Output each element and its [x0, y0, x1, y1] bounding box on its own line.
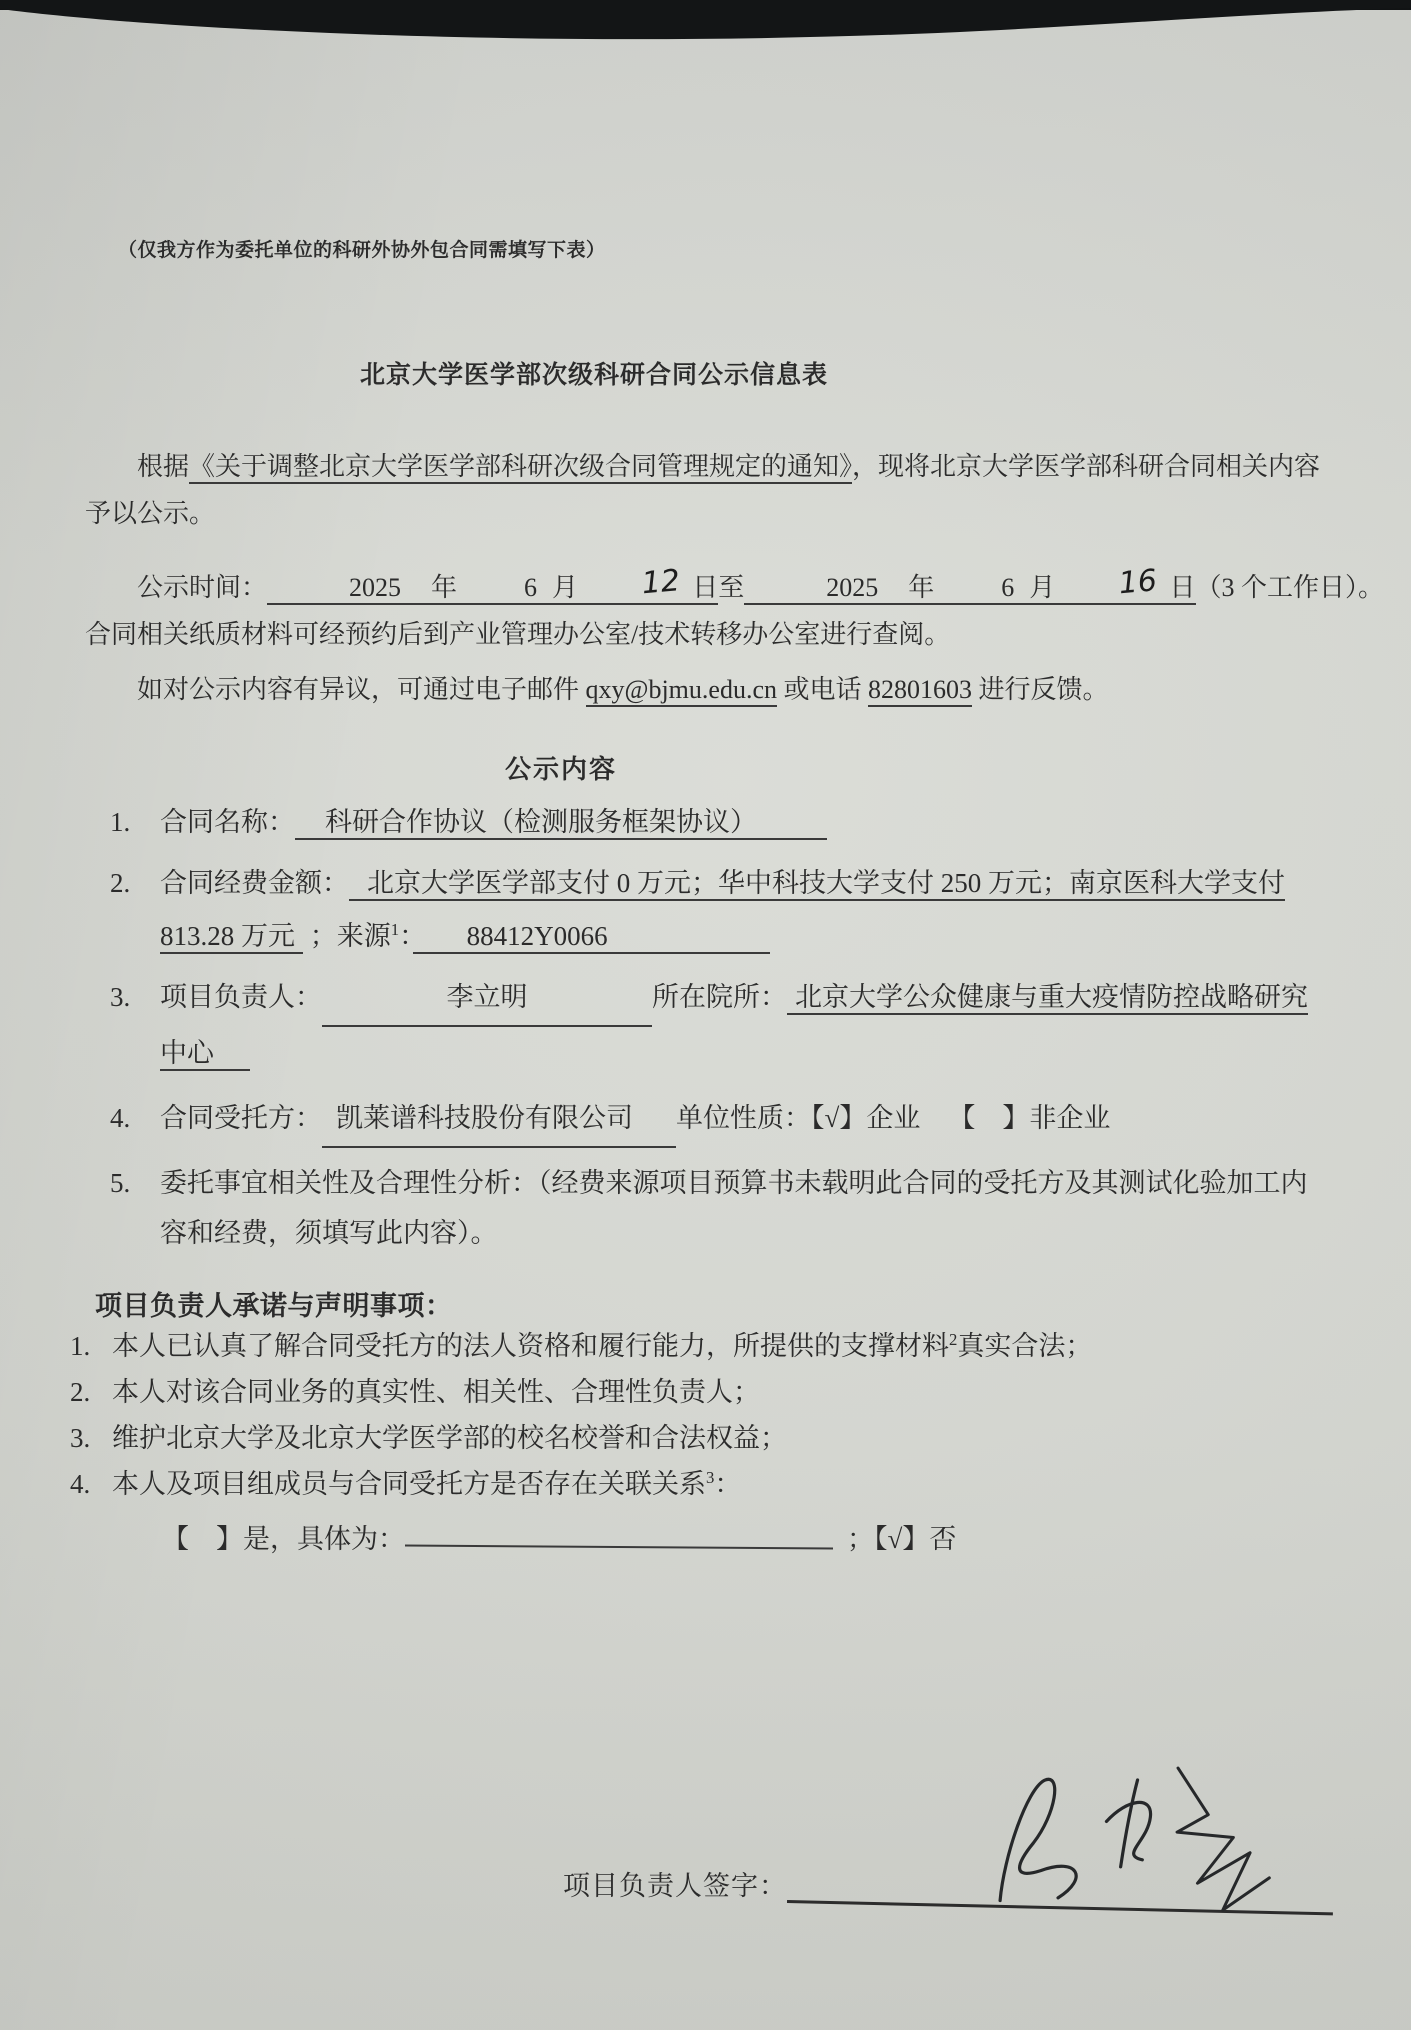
commitment-text	[112, 1324, 1092, 1369]
institute-label: 所在院所：	[652, 982, 787, 1012]
year-unit-2: 年	[908, 573, 935, 602]
start-day-handwritten: 12	[640, 563, 682, 602]
contract-name-value: 科研合作协议（检测服务框架协议）	[295, 807, 827, 840]
entity-type-non-enterprise-unchecked: 【 】非企业	[948, 1103, 1111, 1133]
feedback-suffix: 进行反馈。	[972, 675, 1109, 704]
form-content	[0, 10, 1411, 1903]
entity-type-label: 单位性质：	[676, 1103, 811, 1133]
commitment-number: 4.	[70, 1469, 91, 1499]
duration-note: （3 个工作日）。	[1195, 573, 1385, 602]
relation-answer-line	[162, 1514, 1331, 1564]
intro-paragraph	[85, 443, 1331, 537]
commitment-text-post: 真实合法；	[957, 1331, 1093, 1361]
feedback-email: qxy@bjmu.edu.cn	[586, 675, 777, 707]
item-number: 4.	[110, 1103, 131, 1133]
month-unit: 月	[552, 573, 579, 602]
relation-detail-blank	[405, 1545, 833, 1550]
period-label: 公示时间：	[137, 573, 268, 602]
commitment-number: 1.	[70, 1331, 91, 1361]
relation-yes-unchecked: 【 】是，具体为：	[162, 1524, 405, 1554]
item-contract-trustee	[85, 1092, 1331, 1148]
leader-name-value: 李立明	[322, 971, 652, 1027]
commitment-text-pre: 本人已认真了解合同受托方的法人资格和履行能力，所提供的支撑材料	[112, 1331, 949, 1361]
year-unit: 年	[431, 573, 458, 602]
end-year-value: 2025	[826, 573, 879, 602]
item-contract-amount	[85, 857, 1331, 963]
commitment-number: 2.	[70, 1377, 91, 1407]
materials-review-line: 合同相关纸质材料可经预约后到产业管理办公室/技术转移办公室进行查阅。	[85, 620, 951, 649]
commitment-number: 3.	[70, 1423, 91, 1453]
commitment-item	[65, 1416, 1331, 1461]
commitment-item	[65, 1370, 1331, 1415]
intro-prefix: 根据	[137, 452, 190, 481]
end-month-value: 6	[1001, 573, 1015, 602]
item-body	[160, 1092, 1331, 1148]
start-date-field	[267, 563, 719, 605]
item-number: 1.	[110, 807, 131, 837]
date-to: 至	[718, 573, 745, 602]
commitment-text	[112, 1462, 741, 1507]
publicity-period-line	[85, 563, 1385, 611]
commitments-title: 项目负责人承诺与声明事项：	[95, 1291, 453, 1321]
item-body	[160, 857, 1331, 963]
day-unit: 日	[692, 573, 719, 602]
paper-sheet	[0, 10, 1411, 2030]
contract-name-label: 合同名称：	[160, 807, 295, 837]
relation-no-checked: 【√】否	[874, 1524, 957, 1554]
section-title-publicity-content: 公示内容	[505, 755, 618, 784]
notice-reference: 《关于调整北京大学医学部科研次级合同管理规定的通知》	[189, 452, 852, 484]
source-label-text: ；来源	[303, 921, 391, 951]
publicity-period-paragraph	[85, 563, 1385, 658]
trustee-label: 合同受托方：	[160, 1103, 322, 1133]
footnote-mark: 2	[949, 1330, 958, 1349]
header-note: （仅我方作为委托单位的科研外协外包合同需填写下表）	[118, 240, 606, 261]
item-number: 2.	[110, 868, 131, 898]
commitment-text-pre: 本人对该合同业务的真实性、相关性、合理性负责人；	[112, 1377, 760, 1407]
contract-amount-label: 合同经费金额：	[160, 868, 349, 898]
signature-row	[563, 1860, 1333, 1903]
item-project-leader	[85, 971, 1331, 1080]
item-number: 3.	[110, 982, 131, 1012]
signature-handwriting	[966, 1747, 1284, 1936]
item-number: 5.	[110, 1168, 131, 1198]
leader-label: 项目负责人：	[160, 982, 322, 1012]
day-unit-2: 日	[1169, 573, 1196, 602]
commitment-text-post: ：	[714, 1469, 742, 1499]
signature-label: 项目负责人签字：	[563, 1871, 787, 1901]
item-contract-name	[85, 796, 1331, 849]
item-body: 委托事宜相关性及合理性分析：（经费来源项目预算书未载明此合同的受托方及其测试化验加工内容和经费，须填写此内容）。	[160, 1168, 1308, 1248]
source-footnote-mark: 1	[390, 920, 400, 939]
commitment-text	[112, 1416, 787, 1461]
commitment-item	[65, 1462, 1331, 1507]
commitment-text-pre: 维护北京大学及北京大学医学部的校名校誉和合法权益；	[112, 1423, 787, 1453]
form-title: 北京大学医学部次级科研合同公示信息表	[360, 362, 829, 389]
source-label	[303, 921, 413, 951]
feedback-prefix: 如对公示内容有异议，可通过电子邮件	[137, 675, 586, 704]
feedback-paragraph	[85, 666, 1331, 713]
feedback-mid: 或电话	[777, 675, 869, 704]
signature-line	[787, 1860, 1334, 1915]
entity-type-enterprise-checked: 【√】企业	[811, 1103, 921, 1133]
item-relevance-analysis	[85, 1158, 1331, 1258]
source-code-value: 88412Y0066	[413, 921, 770, 954]
commitment-item	[65, 1324, 1331, 1369]
intro-suffix: ，现将北京大学医学部科研合同相关内容予以公示。	[85, 452, 1321, 528]
start-month-value: 6	[524, 573, 538, 602]
commitment-text	[112, 1370, 760, 1415]
item-body	[160, 971, 1331, 1080]
contract-amount-value: 北京大学医学部支付 0 万元；华中科技大学支付 250 万元；南京医科大学支付 813.28 万元	[160, 868, 1285, 954]
trustee-name-value: 凯莱谱科技股份有限公司	[322, 1092, 676, 1148]
month-unit-2: 月	[1029, 573, 1056, 602]
relation-separator: ；	[847, 1524, 874, 1554]
photo-background-edge	[0, 0, 1411, 46]
start-year-value: 2025	[349, 573, 402, 602]
source-colon: ：	[399, 921, 413, 951]
feedback-phone: 82801603	[868, 675, 972, 707]
end-date-field	[744, 563, 1196, 605]
commitment-text-pre: 本人及项目组成员与合同受托方是否存在关联关系	[112, 1469, 706, 1499]
end-day-handwritten: 16	[1117, 563, 1159, 602]
commitments-section	[65, 1284, 1331, 1564]
item-body	[160, 796, 1331, 849]
institute-value: 北京大学公众健康与重大疫情防控战略研究中心	[160, 982, 1308, 1071]
footnote-mark: 3	[706, 1468, 715, 1487]
